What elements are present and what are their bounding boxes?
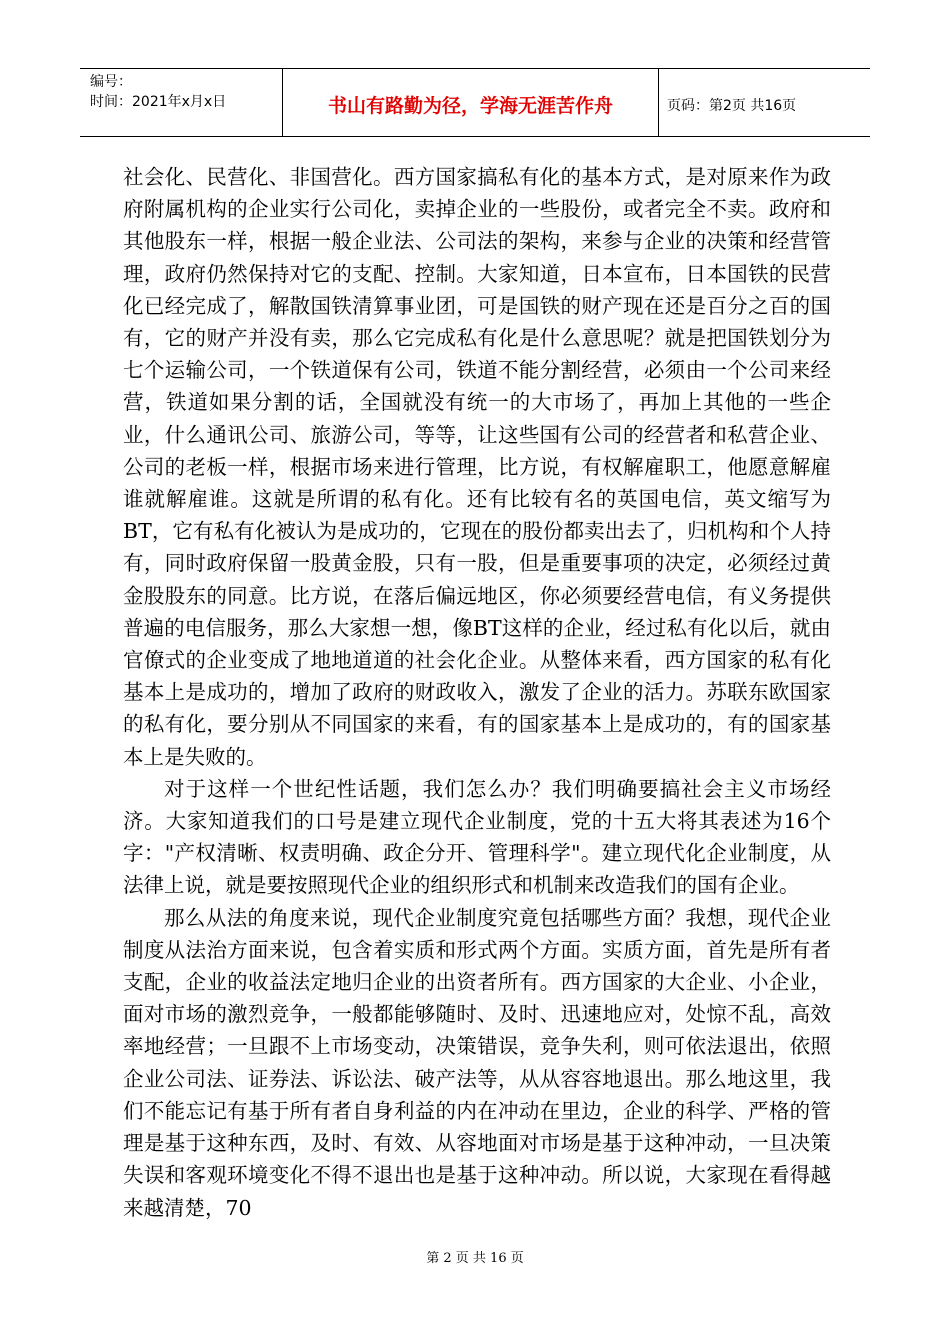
document-time-label: 时间：2021年x月x日 [90,94,227,110]
paragraph-1: 社会化、民营化、非国营化。西方国家搞私有化的基本方式，是对原来作为政府附属机构的企业实行公司化，卖掉企业的一些股份，或者完全不卖。政府和其他股东一样，根据一般企业法、公司法的架构，来参与企业的决策和经营管理，政府仍然保持对它的支配、控制。大家知道，日本宣布，日本国铁的民营化已经完成了，解散国铁清算事业团，可是国铁的财产现在还是百分之百的国有，它的财产并没有卖，那么它完成私有化是什么意思呢？就是把国铁划分为七个运输公司，一个铁道保有公司，铁道不能分割经营，必须由一个公司来经营，铁道如果分割的话，全国就没有统一的大市场了，再加上其他的一些企业，什么通讯公司、旅游公司，等等，让这些国有公司的经营者和私营企业、公司的老板一样，根据市场来进行管理，比方说，有权解雇职工，他愿意解雇谁就解雇谁。这就是所谓的私有化。还有比较有名的英国电信，英文缩写为BT，它有私有化被认为是成功的，它现在的股份都卖出去了，归机构和个人持有，同时政府保留一股黄金股，只有一股，但是重要事项的决定，必须经过黄金股股东的同意。比方说，在落后偏远地区，你必须要经营电信，有义务提供普遍的电信服务，那么大家想一想，像BT这样的企业，经过私有化以后，就由官僚式的企业变成了地地道道的社会化企业。从整体来看，西方国家的私有化基本上是成功的，增加了政府的财政收入，激发了企业的活力。苏联东欧国家的私有化，要分别从不同国家的来看，有的国家基本上是成功的，有的国家基本上是失败的。 [123,165,831,769]
paragraph-3: 那么从法的角度来说，现代企业制度究竟包括哪些方面？我想，现代企业制度从法治方面来说，包含着实质和形式两个方面。实质方面，首先是所有者支配，企业的收益法定地归企业的出资者所有。西方国家的大企业、小企业，面对市场的激烈竞争，一般都能够随时、及时、迅速地应对，处惊不乱，高效率地经营；一旦跟不上市场变动，决策错误，竞争失利，则可依法退出，依照企业公司法、证券法、诉讼法、破产法等，从从容容地退出。那么地这里，我们不能忘记有基于所有者自身利益的内在冲动在里边，企业的科学、严格的管理是基于这种东西，及时、有效、从容地面对市场是基于这种冲动，一旦决策失误和客观环境变化不得不退出也是基于这种冲动。所以说，大家现在看得越来越清楚，70 [123,905,831,1220]
document-header [80,68,870,137]
document-number-label: 编号： [90,74,132,90]
page-footer: 第 2 页 共 16 页 [426,1251,524,1266]
paragraph-2: 对于这样一个世纪性话题，我们怎么办？我们明确要搞社会主义市场经济。大家知道我们的口号是建立现代企业制度，党的十五大将其表述为16个字："产权清晰、权责明确、政企分开、管理科学"。建立现代化企业制度，从法律上说，就是要按照现代企业的组织形式和机制来改造我们的国有企业。 [123,776,831,898]
header-meta [80,69,283,136]
document-body [123,161,831,1224]
header-motto: 书山有路勤为径，学海无涯苦作舟 [283,69,659,136]
header-page-info: 页码：第2页 共16页 [667,97,797,114]
